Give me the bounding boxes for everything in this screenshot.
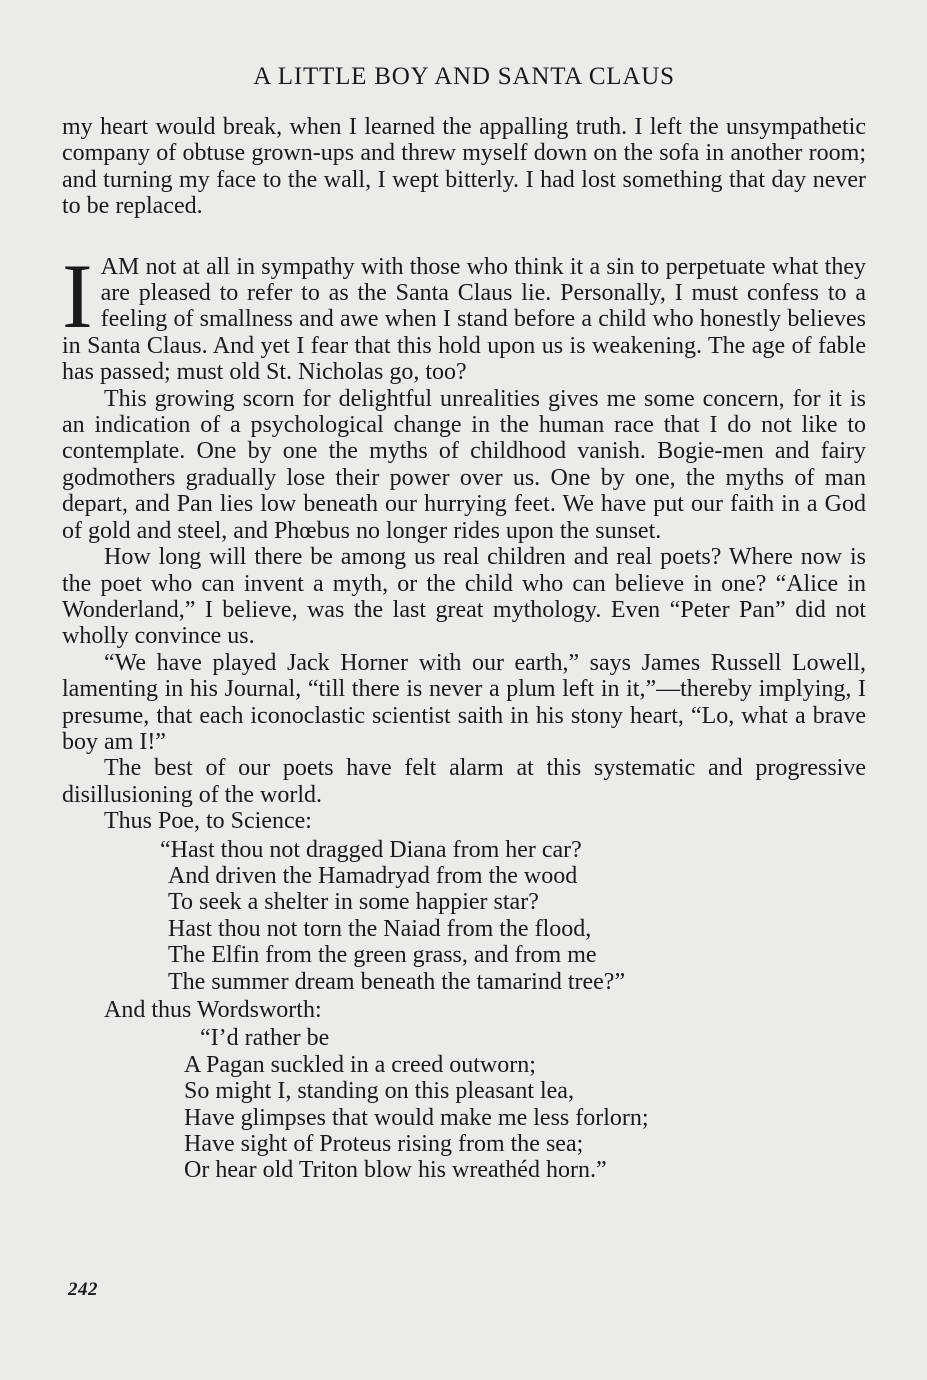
section-block: [62, 244, 866, 386]
poe-verse-line: The summer dream beneath the tamarind tree?”: [168, 968, 626, 995]
paragraph-poets: The best of our poets have felt alarm at this systematic and progressive disillusioning of the world.: [62, 755, 866, 808]
paragraph-scorn: This growing scorn for delightful unrealities gives me some concern, for it is an indication of a psychological change in the human race that I do not like to contemplate. One by one the myths of childhood vanish. Bogie-men and fairy godmothers gradually lose their power over us. One by one, the myths of man depart, and Pan lies low beneath our hurrying feet. We have put our faith in a God of gold and steel, and Phœbus no longer rides upon the sunset.: [62, 385, 866, 544]
wordsworth-verse-line: Have glimpses that would make me less forlorn;: [184, 1104, 649, 1131]
poe-verse-line: Hast thou not torn the Naiad from the flood,: [168, 915, 592, 942]
drop-cap: I: [62, 244, 93, 347]
wordsworth-intro: And thus Wordsworth:: [104, 997, 322, 1023]
paragraph-lowell: “We have played Jack Horner with our earth,” says James Russell Lowell, lamenting in his Journal, “till there is never a plum left in it,”—thereby implying, I presume, that each iconoclastic scientist saith in his stony heart, “Lo, what a brave boy am I!”: [62, 649, 866, 755]
poe-intro: Thus Poe, to Science:: [104, 808, 312, 835]
page-number: 242: [68, 1279, 98, 1300]
wordsworth-verse-line: “I’d rather be: [200, 1025, 330, 1052]
running-head-title: A LITTLE BOY AND SANTA CLAUS: [253, 63, 675, 90]
opening-paragraph: my heart would break, when I learned the appalling truth. I left the unsympathetic company of obtuse grown-ups and threw myself down on the sofa in another room; and turning my face to the wall, I wept bitterly. I had lost something that day never to be replaced.: [62, 114, 866, 220]
wordsworth-verse: [62, 1025, 866, 1183]
section-paragraph: AM not at all in sympathy with those who think it a sin to perpetuate what they are pleased to refer to as the Santa Claus lie. Personally, I must confess to a feeling of smallness and awe when I stand before a child who honestly believes in Santa Claus. And yet I fear that this hold upon us is weakening. The age of fable has passed; must old St. Nicholas go, too?: [62, 253, 866, 386]
poe-verse-line: The Elfin from the green grass, and from me: [168, 942, 597, 969]
poe-verse: [62, 837, 866, 995]
poe-verse-line: “Hast thou not dragged Diana from her car?: [160, 836, 582, 863]
poe-verse-line: To seek a shelter in some happier star?: [168, 889, 539, 916]
wordsworth-verse-line: Have sight of Proteus rising from the sea;: [184, 1131, 584, 1158]
wordsworth-verse-line: So might I, standing on this pleasant lea,: [184, 1078, 574, 1105]
book-page: [62, 62, 866, 1186]
paragraph-how-long: How long will there be among us real children and real poets? Where now is the poet who can invent a myth, or the child who can believe in one? “Alice in Wonderland,” I believe, was the last great mythology. Even “Peter Pan” did not wholly convince us.: [62, 544, 866, 650]
poe-verse-line: And driven the Hamadryad from the wood: [168, 862, 578, 889]
wordsworth-verse-line: Or hear old Triton blow his wreathéd horn.”: [184, 1157, 607, 1184]
wordsworth-verse-line: A Pagan suckled in a creed outworn;: [184, 1051, 536, 1078]
